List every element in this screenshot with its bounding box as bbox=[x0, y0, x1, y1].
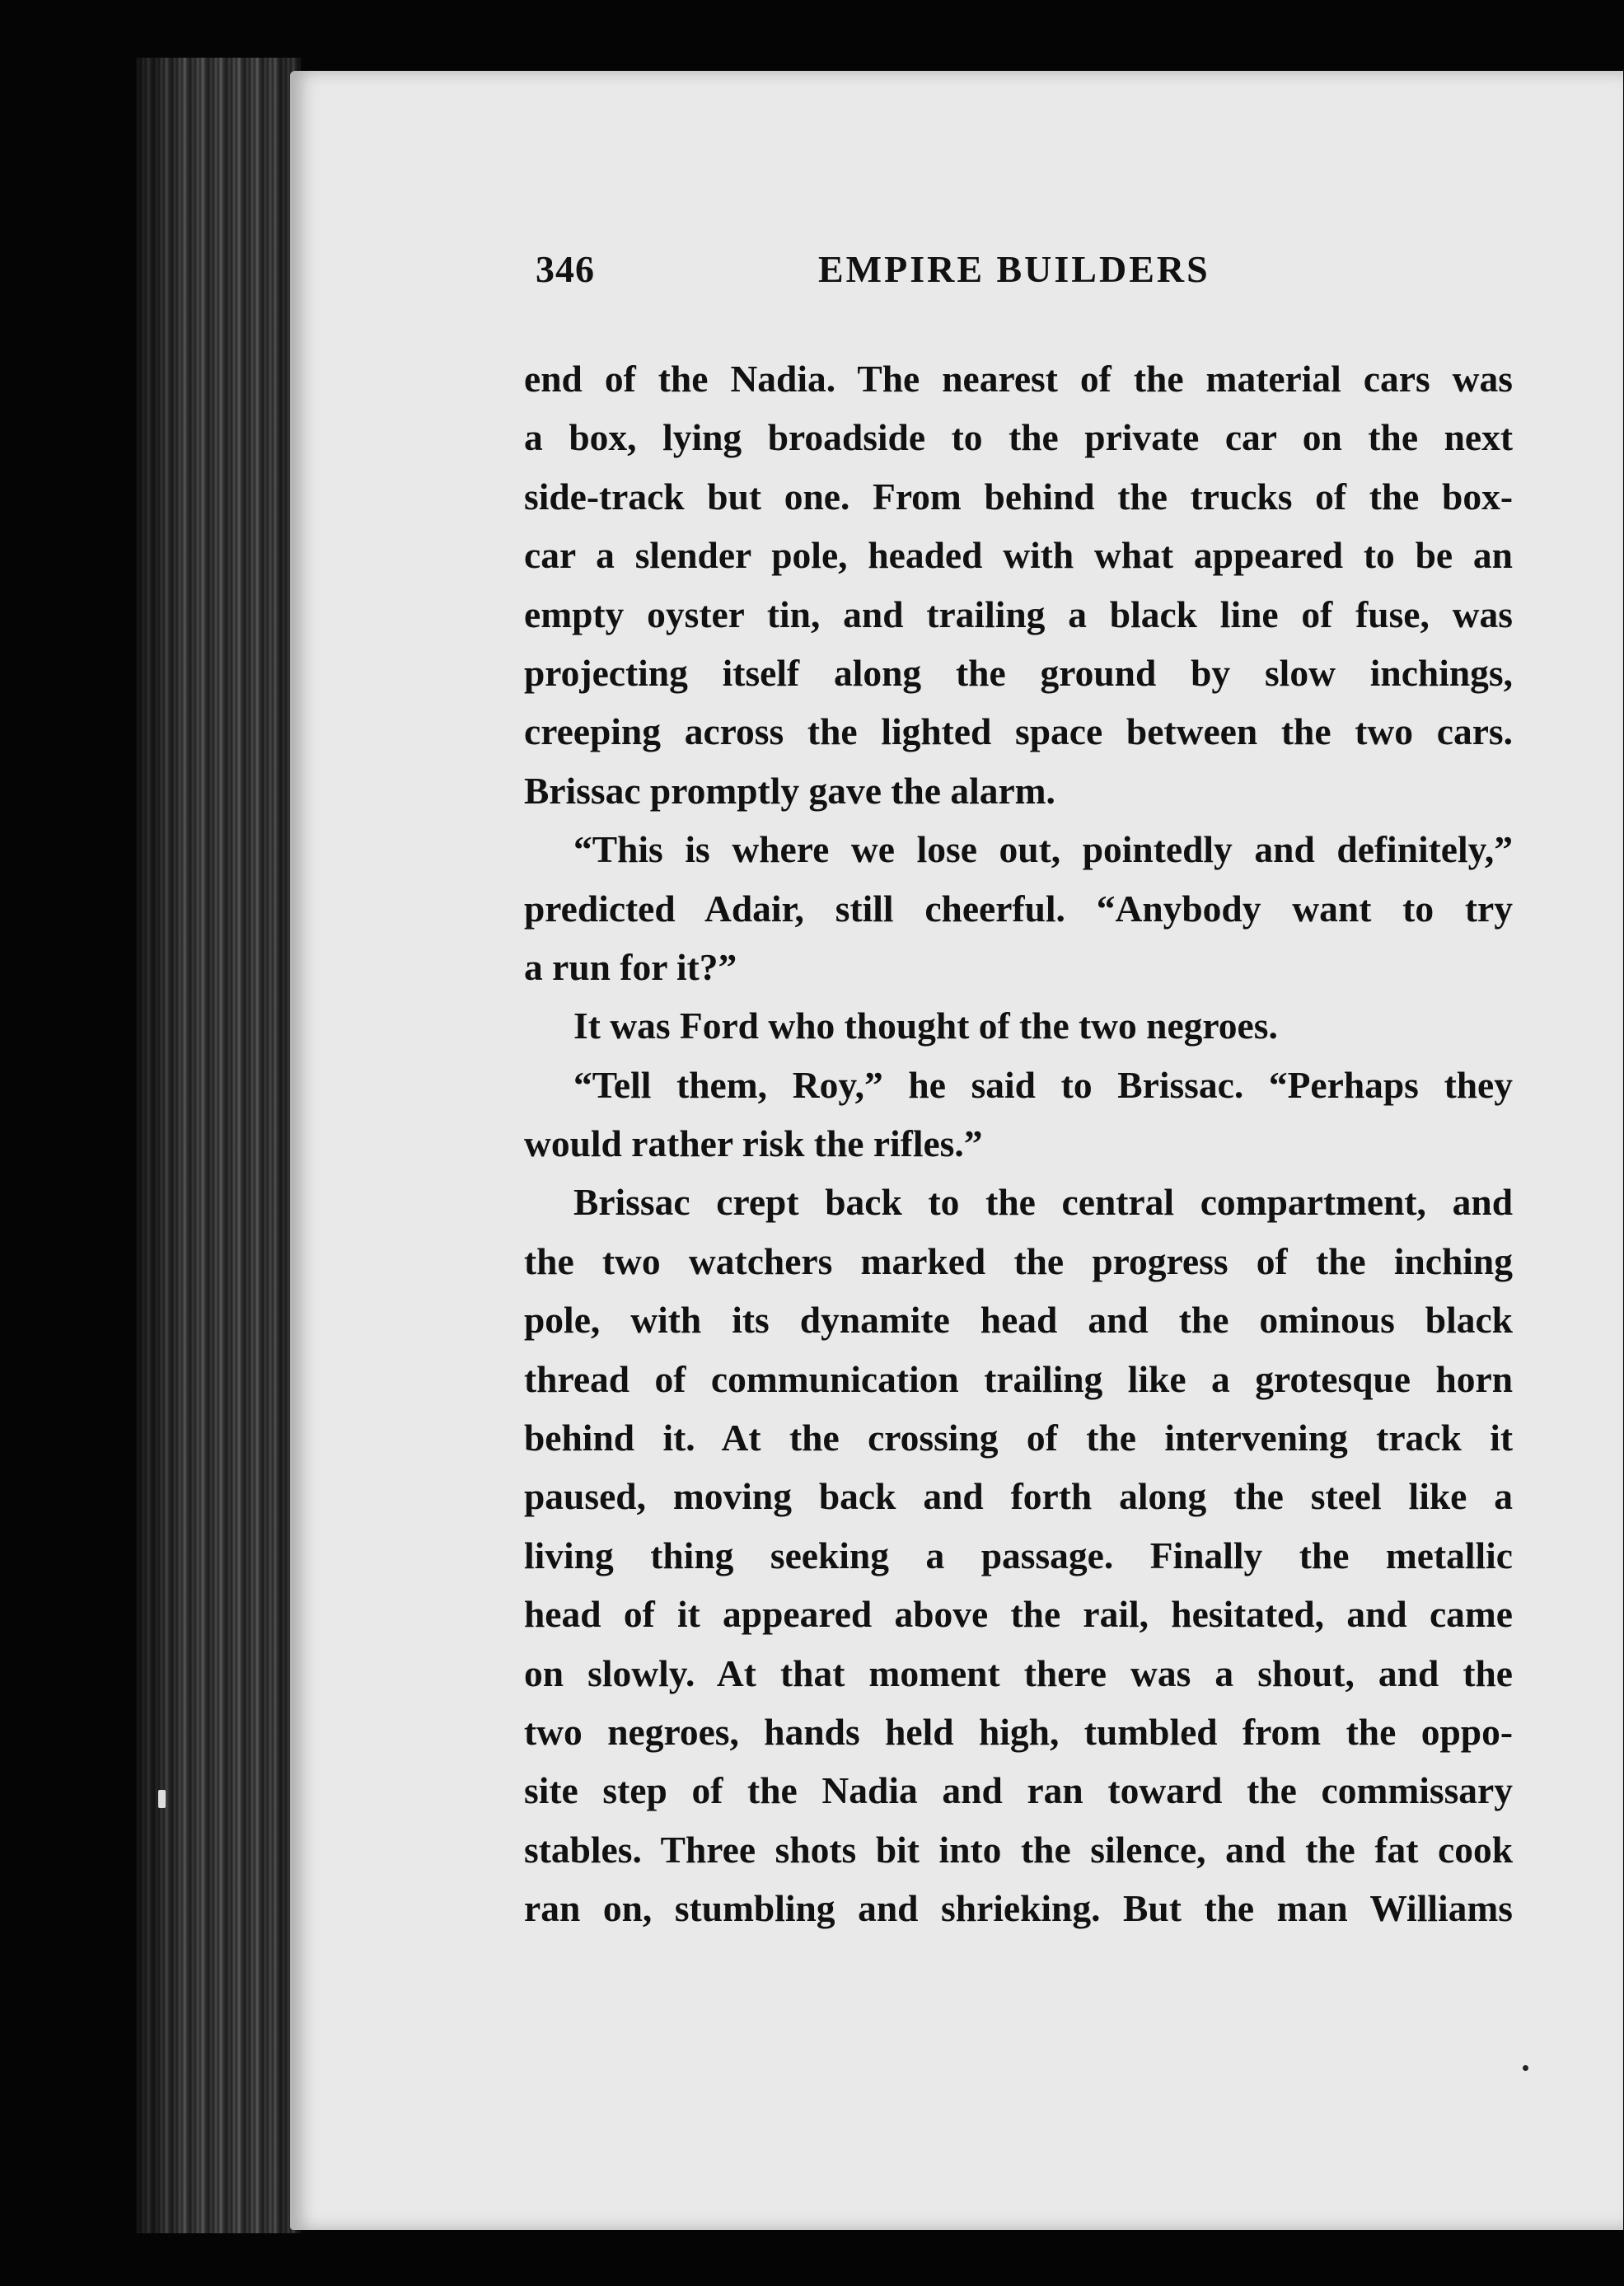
text-line: “This is where we lose out, pointedly and definitely,” bbox=[573, 828, 1513, 871]
text-line: “Tell them, Roy,” he said to Brissac. “Perhaps they bbox=[573, 1063, 1513, 1106]
text-line: empty oyster tin, and trailing a black line of fuse, was bbox=[524, 593, 1513, 635]
text-line: Brissac crept back to the central compartment, and bbox=[573, 1181, 1513, 1224]
text-line: would rather risk the rifles.” bbox=[524, 1122, 983, 1165]
text-line: the two watchers marked the progress of the inching bbox=[524, 1239, 1513, 1282]
body-text bbox=[524, 349, 1513, 1938]
text-line: It was Ford who thought of the two negroes. bbox=[573, 1005, 1278, 1047]
text-line: a run for it?” bbox=[524, 945, 737, 988]
text-line: side-track but one. From behind the trucks of the box- bbox=[524, 475, 1513, 518]
text-line: behind it. At the crossing of the intervening track it bbox=[524, 1417, 1513, 1459]
text-line: living thing seeking a passage. Finally the metallic bbox=[524, 1534, 1513, 1576]
text-line: ran on, stumbling and shrieking. But the man Williams bbox=[524, 1887, 1513, 1930]
text-line: pole, with its dynamite head and the ominous black bbox=[524, 1299, 1513, 1342]
text-line: Brissac promptly gave the alarm. bbox=[524, 769, 1055, 812]
scan-speck bbox=[158, 1790, 166, 1808]
text-line: two negroes, hands held high, tumbled from the oppo- bbox=[524, 1710, 1513, 1753]
text-line: car a slender pole, headed with what appeared to be an bbox=[524, 534, 1513, 577]
text-line: site step of the Nadia and ran toward the commissary bbox=[524, 1769, 1513, 1812]
text-line: on slowly. At that moment there was a shout, and the bbox=[524, 1651, 1513, 1694]
book-spine-edge bbox=[136, 58, 301, 2233]
text-line: stables. Three shots bit into the silence, and the fat cook bbox=[524, 1828, 1513, 1871]
text-line: head of it appeared above the rail, hesitated, and came bbox=[524, 1593, 1513, 1636]
running-head: EMPIRE BUILDERS bbox=[818, 248, 1210, 290]
text-line: creeping across the lighted space between the two cars. bbox=[524, 710, 1513, 753]
page-number: 346 bbox=[536, 248, 595, 290]
text-line: projecting itself along the ground by slow inchings, bbox=[524, 651, 1513, 694]
text-line: predicted Adair, still cheerful. “Anybody want to try bbox=[524, 887, 1513, 930]
scan-speck bbox=[1523, 2065, 1528, 2071]
text-line: a box, lying broadside to the private car on the next bbox=[524, 416, 1513, 459]
text-line: thread of communication trailing like a grotesque horn bbox=[524, 1357, 1513, 1400]
page-header bbox=[536, 247, 1508, 313]
text-line: end of the Nadia. The nearest of the material cars was bbox=[524, 358, 1513, 400]
text-line: paused, moving back and forth along the steel like a bbox=[524, 1475, 1513, 1518]
